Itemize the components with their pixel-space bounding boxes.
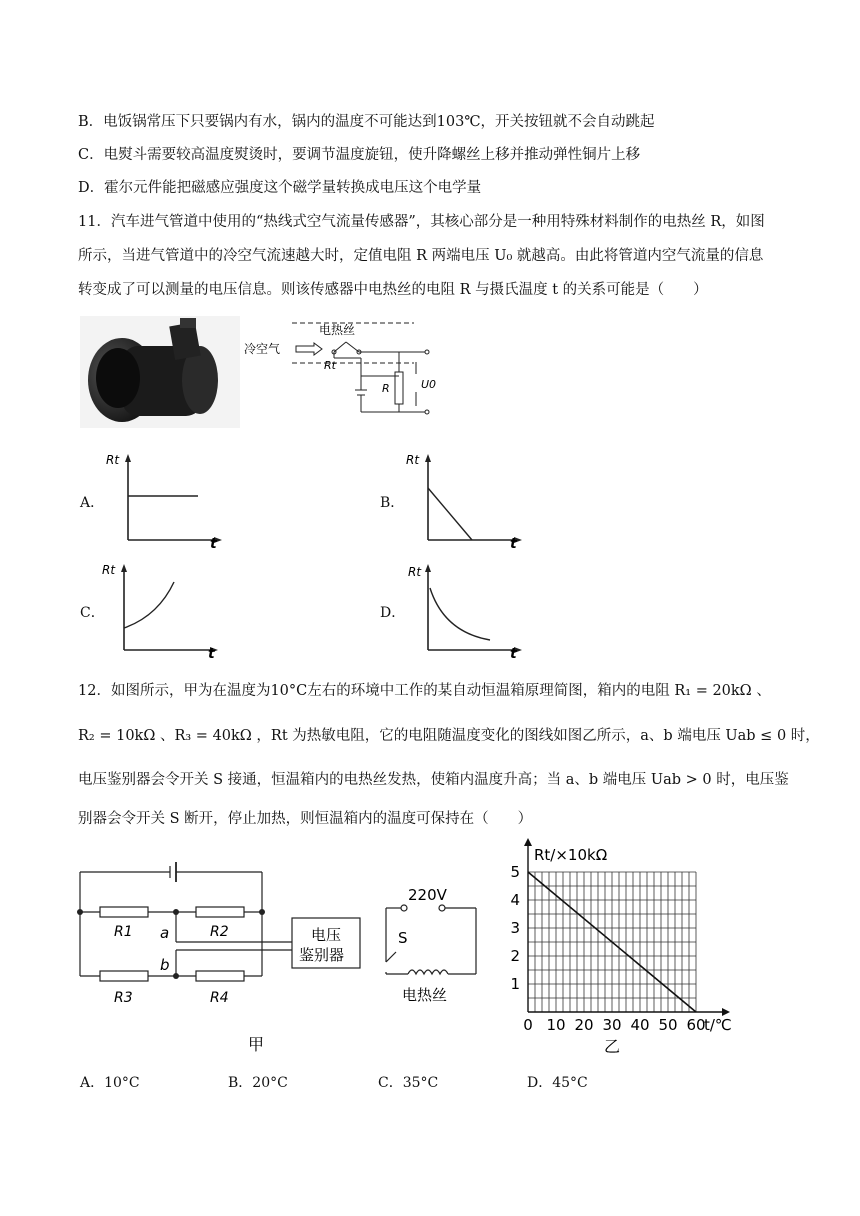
- x-tick-label: 30: [602, 1016, 622, 1034]
- q12-option-a: A．10°C: [80, 1075, 140, 1091]
- q11-stem-line1: 11．汽车进气管道中使用的“热线式空气流量传感器”，其核心部分是一种用特殊材料制作的电热丝 R，如图: [78, 214, 765, 230]
- detector-label-1: 电压: [311, 926, 342, 944]
- chart-axes: [524, 838, 730, 1016]
- graph-d-ylabel: Rt: [408, 565, 422, 579]
- q12-option-d: D．45°C: [527, 1075, 588, 1091]
- x-tick-label: 60: [686, 1016, 706, 1034]
- x-tick-label: 10: [546, 1016, 566, 1034]
- figure-b-caption: 乙: [604, 1037, 621, 1056]
- q10-option-d: D．霍尔元件能把磁感应强度这个磁学量转换成电压这个电学量: [78, 180, 482, 196]
- q11-option-b-letter: B．: [380, 495, 405, 511]
- x-tick-label: 0: [523, 1016, 533, 1034]
- y-tick-label: 1: [510, 975, 520, 993]
- q11-stem-line3: 转变成了可以测量的电压信息。则该传感器中电热丝的电阻 R 与摄氏温度 t 的关系可能是（ ）: [78, 282, 708, 298]
- detector-label-2: 鉴别器: [299, 946, 345, 964]
- rt-temperature-chart: [500, 836, 760, 1058]
- graph-d-xlabel: t: [510, 646, 517, 660]
- x-tick-label: 50: [658, 1016, 678, 1034]
- x-tick-label: 20: [574, 1016, 594, 1034]
- q11-option-c-letter: C．: [80, 605, 105, 621]
- figure-a-caption: 甲: [248, 1035, 265, 1054]
- graph-c-ylabel: Rt: [102, 563, 116, 577]
- r4-label: R4: [210, 990, 229, 1006]
- q11-stem-line2: 所示，当进气管道中的冷空气流速越大时，定值电阻 R 两端电压 U₀ 就越高。由此将管道内空气流量的信息: [78, 248, 764, 264]
- heater-label: 电热丝: [402, 986, 448, 1004]
- y-tick-label: 5: [510, 863, 520, 881]
- q11-option-a-letter: A．: [80, 495, 105, 511]
- voltage-220v-label: 220V: [408, 886, 447, 904]
- graph-a-xlabel: t: [210, 536, 217, 550]
- q12-stem-line4: 别器会令开关 S 断开，停止加热，则恒温箱内的温度可保持在（ ）: [78, 811, 533, 827]
- q12-bridge-circuit: [70, 848, 370, 1058]
- hot-wire-label: 电热丝: [319, 323, 356, 337]
- chart-x-axis-label: t/℃: [704, 1016, 732, 1034]
- cold-air-label: 冷空气: [244, 342, 281, 356]
- graph-b-xlabel: t: [510, 536, 517, 550]
- q12-stem-line3: 电压鉴别器会令开关 S 接通，恒温箱内的电热丝发热，使箱内温度升高；当 a、b 端电压 Uab > 0 时，电压鉴: [78, 772, 789, 788]
- q10-option-b: B．电饭锅常压下只要锅内有水，锅内的温度不可能达到103℃，开关按钮就不会自动跳起: [78, 114, 655, 130]
- q12-heater-circuit: [378, 880, 488, 1010]
- y-tick-label: 4: [510, 891, 520, 909]
- q12-option-b: B．20°C: [228, 1075, 288, 1091]
- r1-label: R1: [114, 924, 133, 940]
- q11-circuit-diagram: [244, 316, 444, 432]
- r3-label: R3: [114, 990, 133, 1006]
- q12-option-c: C．35°C: [378, 1075, 439, 1091]
- graph-c-xlabel: t: [208, 646, 215, 660]
- y-tick-label: 3: [510, 919, 520, 937]
- chart-ticks: [510, 863, 705, 1034]
- q12-stem-line2: R₂ = 10kΩ 、R₃ = 40kΩ ，Rt 为热敏电阻，它的电阻随温度变化的图线如图乙所示，a、b 端电压 Uab ≤ 0 时，: [78, 728, 820, 744]
- q10-option-c: C．电熨斗需要较高温度熨烫时，要调节温度旋钮，使升降螺丝上移并推动弹性铜片上移: [78, 147, 641, 163]
- x-axis-arrow: [722, 1008, 730, 1016]
- q12-stem-line1: 12．如图所示，甲为在温度为10°C左右的环境中工作的某自动恒温箱原理简图，箱内的电阻 R₁ = 20kΩ 、: [78, 683, 771, 699]
- rt-label: Rt: [324, 359, 336, 372]
- r-label: R: [382, 382, 390, 395]
- graph-b-ylabel: Rt: [406, 453, 420, 467]
- y-tick-label: 2: [510, 947, 520, 965]
- sensor-photo: [80, 316, 240, 428]
- switch-s-label: S: [398, 929, 408, 947]
- node-a-label: a: [160, 924, 170, 942]
- graph-a-ylabel: Rt: [106, 453, 120, 467]
- u0-label: U0: [421, 378, 437, 391]
- r2-label: R2: [210, 924, 229, 940]
- node-b-label: b: [160, 956, 170, 974]
- q11-option-d-letter: D．: [380, 605, 406, 621]
- chart-y-axis-label: Rt/×10kΩ: [534, 846, 608, 864]
- q11-graph-c: [98, 560, 228, 660]
- q11-graph-b: [398, 450, 528, 550]
- q11-graph-a: [98, 450, 228, 550]
- q11-graph-d: [398, 560, 528, 660]
- x-tick-label: 40: [630, 1016, 650, 1034]
- y-axis-arrow: [524, 838, 532, 846]
